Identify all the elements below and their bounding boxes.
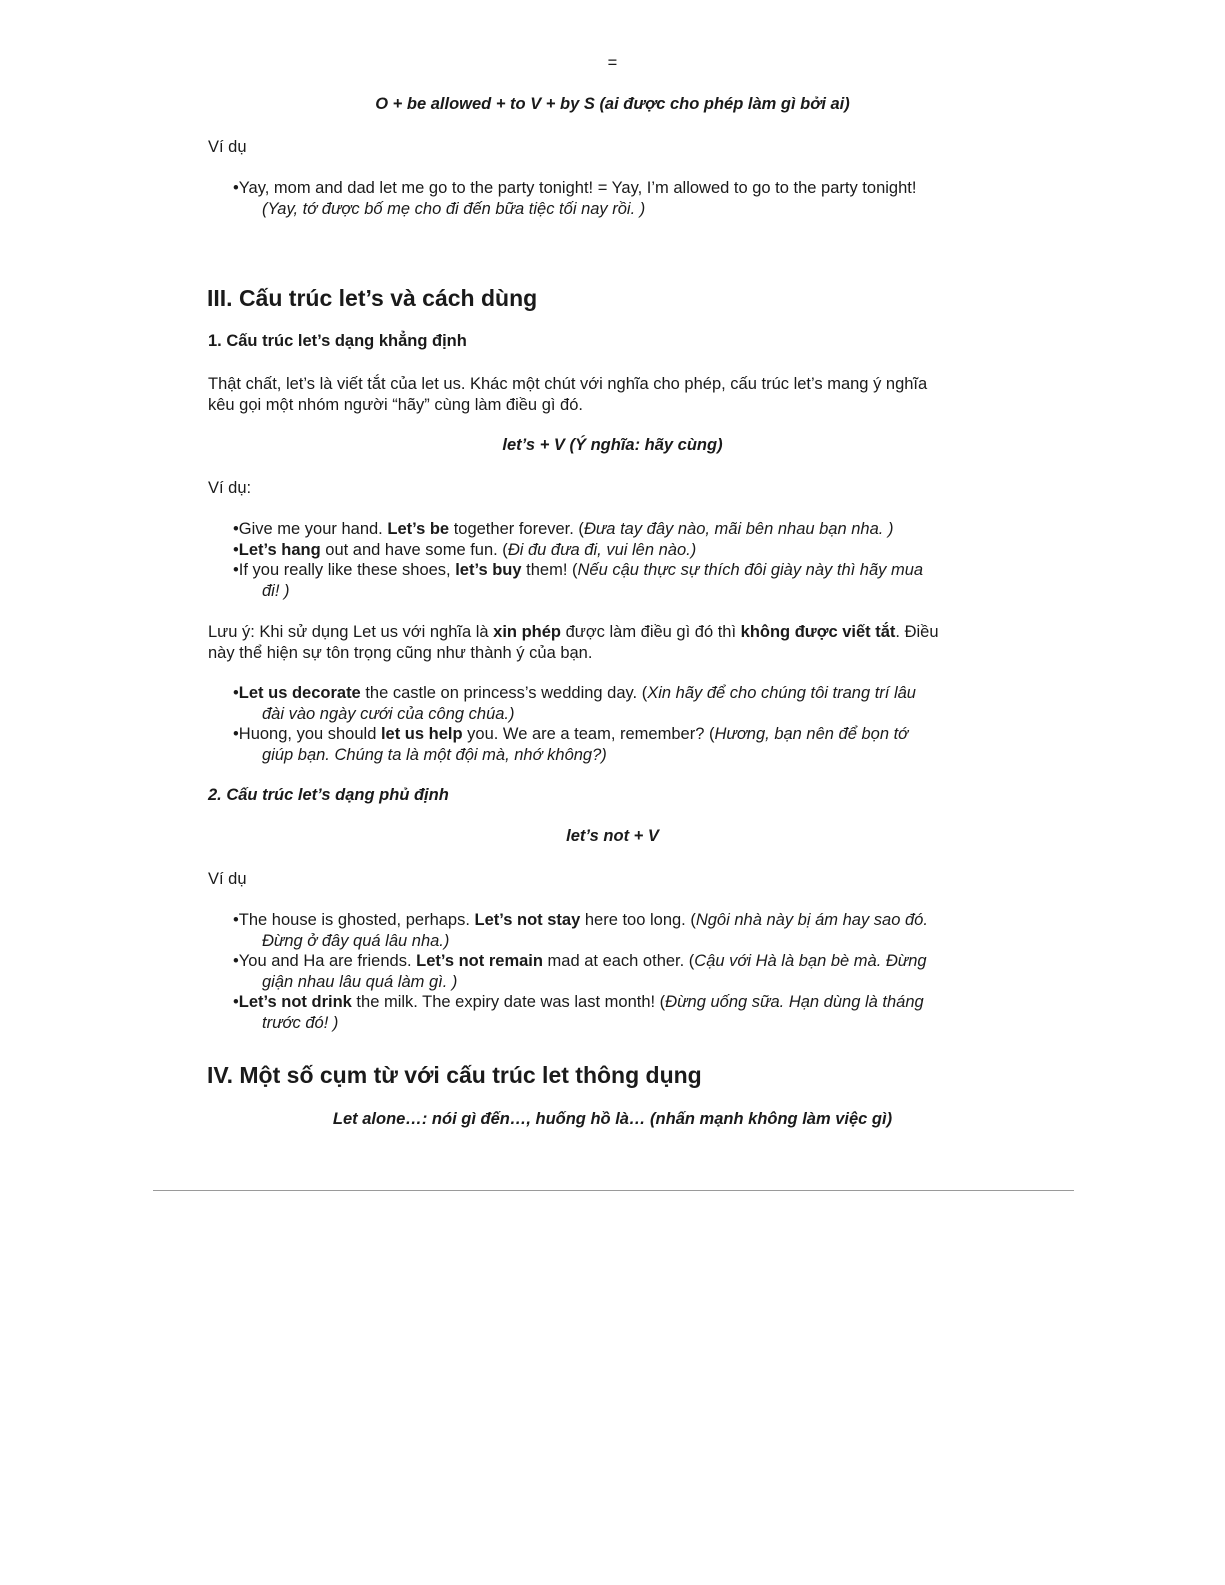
bold-text: let’s buy: [455, 561, 522, 579]
bold-text: Let’s hang: [238, 541, 321, 559]
list-item: [233, 724, 1008, 765]
translation: đài vào ngày cưới của công chúa.): [262, 704, 515, 723]
example-translation: (Yay, tớ được bố mẹ cho đi đến bữa tiệc tối nay rồi. ): [262, 199, 646, 218]
bold-text: Let’s be: [387, 520, 450, 538]
subheading-affirmative: 1. Cấu trúc let’s dạng khẳng định: [208, 332, 467, 350]
text: •Huong, you should: [233, 725, 381, 743]
translation: Ngôi nhà này bị ám hay sao đó.: [695, 911, 928, 929]
section-4-heading: IV. Một số cụm từ với cấu trúc let thông dụng: [207, 1062, 702, 1088]
paragraph-line: Thật chất, let’s là viết tắt của let us. Khác một chút với nghĩa cho phép, cấu trúc let’s mang ý nghĩa: [208, 375, 928, 393]
text: out and have some fun. (: [320, 541, 508, 559]
paragraph-line: kêu gọi một nhóm người “hãy” cùng làm điều gì đó.: [208, 395, 583, 414]
text: •Give me your hand.: [233, 520, 388, 538]
translation: Đừng ở đây quá lâu nha.): [262, 931, 450, 950]
text: này thể hiện sự tôn trọng cũng như thành ý của bạn.: [208, 643, 593, 662]
equals-sign: =: [607, 54, 618, 72]
example-text: •Yay, mom and dad let me go to the party tonight! = Yay, I’m allowed to go to the party tonight!: [233, 179, 917, 197]
translation: đi! ): [262, 581, 290, 600]
translation: Hương, bạn nên để bọn tớ: [714, 725, 909, 743]
text: Lưu ý: Khi sử dụng Let us với nghĩa là: [208, 623, 494, 641]
bold-text: Let’s not drink: [238, 993, 352, 1011]
list-item: [233, 951, 1008, 992]
text: . Điều: [895, 623, 939, 641]
example-label: Ví dụ: [208, 870, 247, 888]
bold-text: Let’s not stay: [474, 911, 581, 929]
page-divider: [153, 1190, 1074, 1191]
subheading-negative: 2. Cấu trúc let’s dạng phủ định: [208, 786, 449, 804]
text: •If you really like these shoes,: [233, 561, 456, 579]
translation: Xin hãy để cho chúng tôi trang trí lâu: [647, 684, 916, 702]
translation: giúp bạn. Chúng ta là một đội mà, nhớ không?): [262, 745, 607, 764]
list-item: [233, 540, 1008, 561]
text: together forever. (: [449, 520, 584, 538]
bold-text: Let’s not remain: [416, 952, 543, 970]
list-item: [233, 683, 1008, 724]
text: •: [233, 993, 239, 1011]
translation: Cậu với Hà là bạn bè mà. Đừng: [694, 952, 927, 970]
bold-text: Let us decorate: [238, 684, 361, 702]
bold-text: let us help: [380, 725, 463, 743]
text: •You and Ha are friends.: [233, 952, 417, 970]
translation: Đi đu đưa đi, vui lên nào.): [507, 541, 697, 559]
note-paragraph: [208, 622, 1008, 663]
list-item: [233, 519, 1008, 540]
formula-let-alone: Let alone…: nói gì đến…, huống hồ là… (nhấn mạnh không làm việc gì): [332, 1110, 893, 1128]
text: mad at each other. (: [542, 952, 695, 970]
list-item: [233, 560, 1008, 601]
formula-allowed: O + be allowed + to V + by S (ai được cho phép làm gì bởi ai): [375, 95, 850, 113]
translation: Đưa tay đây nào, mãi bên nhau bạn nha. ): [583, 520, 894, 538]
text: the milk. The expiry date was last month! (: [351, 993, 666, 1011]
text: •The house is ghosted, perhaps.: [233, 911, 475, 929]
example-label: Ví dụ:: [208, 479, 252, 497]
bold-text: không được viết tắt: [740, 623, 896, 641]
text: here too long. (: [580, 911, 696, 929]
formula-lets-not: let’s not + V: [566, 827, 659, 845]
list-item: [233, 910, 1008, 951]
example-label: Ví dụ: [208, 138, 247, 156]
formula-lets: let’s + V (Ý nghĩa: hãy cùng): [502, 436, 723, 454]
translation: Đừng uống sữa. Hạn dùng là tháng: [665, 993, 924, 1011]
text: them! (: [521, 561, 578, 579]
translation: trước đó! ): [262, 1013, 339, 1032]
list-item: [233, 992, 1008, 1033]
translation: giận nhau lâu quá làm gì. ): [262, 972, 458, 991]
text: you. We are a team, remember? (: [462, 725, 715, 743]
bold-text: xin phép: [493, 623, 562, 641]
section-3-heading: III. Cấu trúc let’s và cách dùng: [207, 285, 538, 311]
text: •: [233, 684, 239, 702]
text: the castle on princess’s wedding day. (: [360, 684, 648, 702]
translation: Nếu cậu thực sự thích đôi giày này thì hãy mua: [577, 561, 924, 579]
list-item: [233, 178, 1023, 219]
paragraph: [208, 374, 1008, 415]
text: được làm điều gì đó thì: [561, 623, 741, 641]
text: •: [233, 541, 239, 559]
